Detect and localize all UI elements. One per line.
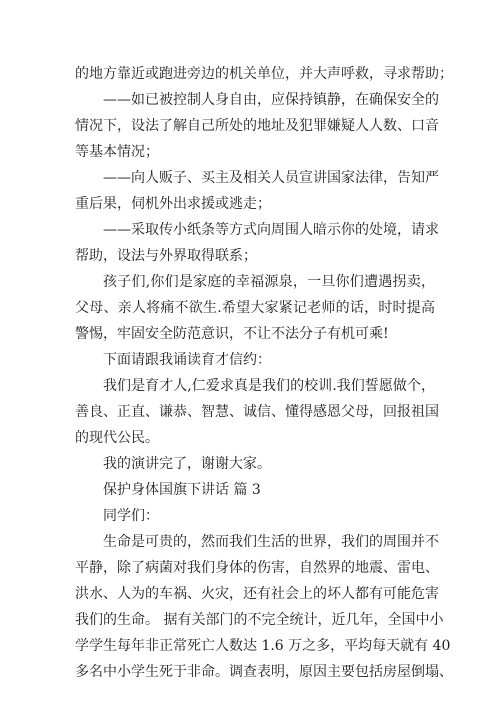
text-line: 我们是育才人,仁爱求真是我们的校训.我们誓愿做个， xyxy=(103,378,435,394)
text-line: ——采取传小纸条等方式向周围人暗示你的处境，请求 xyxy=(103,222,439,238)
salutation: 同学们： xyxy=(103,508,159,524)
text-line: 孩子们,你们是家庭的幸福源泉，一旦你们遭遇拐卖， xyxy=(103,274,435,290)
section-heading: 保护身体国旗下讲话 篇 3 xyxy=(103,482,261,498)
text-line: 我的演讲完了，谢谢大家。 xyxy=(103,456,271,472)
text-line: 洪水、人为的车祸、火灾，还有社会上的坏人都有可能危害 xyxy=(75,586,439,602)
text-line: 警惕，牢固安全防范意识，不让不法分子有机可乘! xyxy=(75,326,389,342)
text-line: 重后果，伺机外出求援或逃走； xyxy=(75,196,271,212)
text-line: 下面请跟我诵读育才信约： xyxy=(103,352,271,368)
text-line: 学学生每年非正常死亡人数达 1.6 万之多，平均每天就有 40 xyxy=(75,638,451,654)
text-line: ——如已被控制人身自由，应保持镇静，在确保安全的 xyxy=(103,92,439,108)
text-line: 生命是可贵的，然而我们生活的世界，我们的周围并不 xyxy=(103,534,439,550)
text-line: 的现代公民。 xyxy=(75,430,159,446)
text-line: 平静，除了病菌对我们身体的伤害，自然界的地震、雷电、 xyxy=(75,560,439,576)
text-line: ——向人贩子、买主及相关人员宣讲国家法律，告知严 xyxy=(103,170,439,186)
text-line: 多名中小学生死于非命。调查表明，原因主要包括房屋倒塌、 xyxy=(75,664,453,680)
text-line: 我们的生命。 据有关部门的不完全统计，近几年，全国中小 xyxy=(75,612,444,628)
text-line: 的地方靠近或跑进旁边的机关单位，并大声呼救，寻求帮助； xyxy=(75,66,453,82)
text-line: 等基本情况； xyxy=(75,144,159,160)
text-line: 情况下，设法了解自己所处的地址及犯罪嫌疑人人数、口音 xyxy=(75,118,439,134)
text-line: 父母、亲人将痛不欲生.希望大家紧记老师的话，时时提高 xyxy=(75,300,435,316)
text-line: 帮助，设法与外界取得联系； xyxy=(75,248,257,264)
text-line: 善良、正直、谦恭、智慧、诚信、懂得感恩父母，回报祖国 xyxy=(75,404,439,420)
